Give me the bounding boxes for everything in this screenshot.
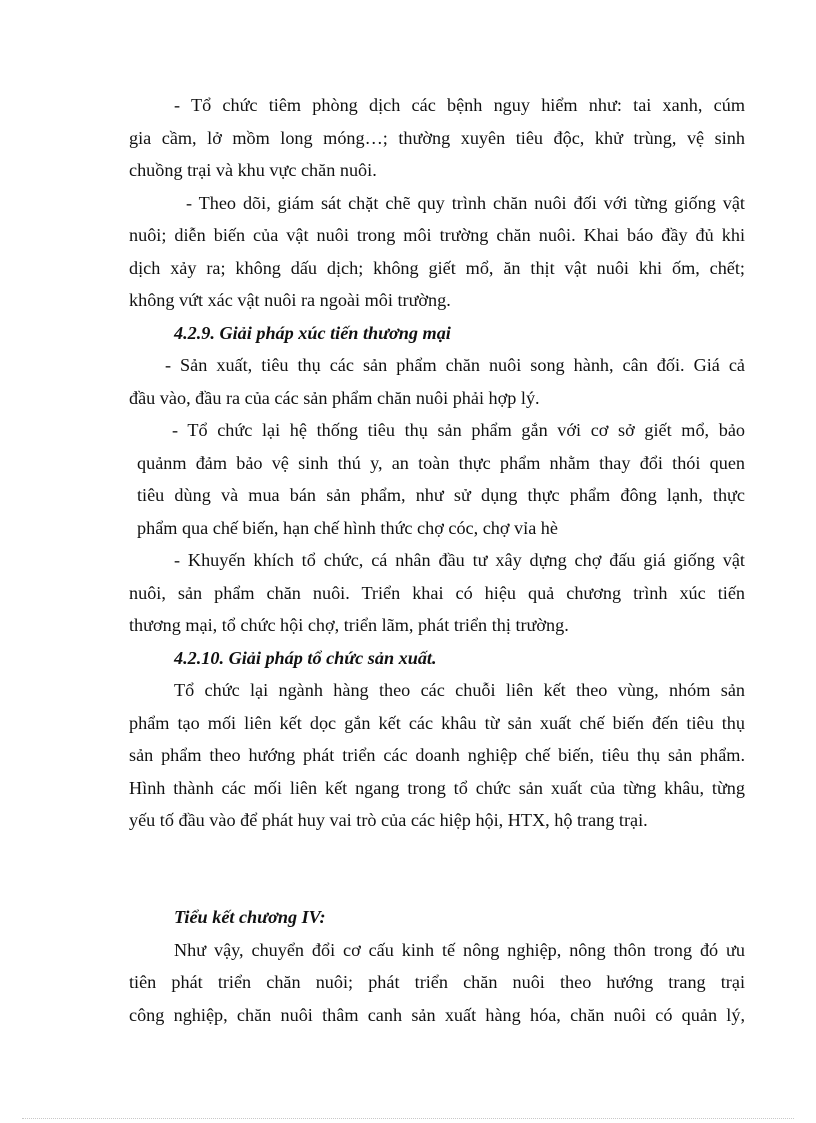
text-line: chuồng trại và khu vực chăn nuôi. <box>129 160 377 180</box>
text-line: dịch xảy ra; không dấu dịch; không giết mổ, ăn thịt vật nuôi khi ốm, chết; <box>129 258 745 278</box>
text-line: nuôi, sản phẩm chăn nuôi. Triển khai có hiệu quả chương trình xúc tiến <box>129 583 745 603</box>
text-line: đầu vào, đầu ra của các sản phẩm chăn nuôi phải hợp lý. <box>129 388 540 408</box>
text-line: nuôi; diễn biến của vật nuôi trong môi trường chăn nuôi. Khai báo đầy đủ khi <box>129 225 745 245</box>
section-heading: Tiểu kết chương IV: <box>174 907 326 927</box>
text-line: Hình thành các mối liên kết ngang trong tổ chức sản xuất của từng khâu, từng <box>129 778 745 798</box>
section-heading: 4.2.9. Giải pháp xúc tiến thương mại <box>174 323 451 343</box>
page-bottom-divider <box>22 1118 794 1119</box>
text-line: gia cầm, lở mồm long móng…; thường xuyên tiêu độc, khử trùng, vệ sinh <box>129 128 745 148</box>
section-heading: 4.2.10. Giải pháp tổ chức sản xuất. <box>174 648 437 668</box>
text-line: - Tổ chức lại hệ thống tiêu thụ sản phẩm gắn với cơ sở giết mổ, bảo <box>172 420 745 440</box>
text-line: Như vậy, chuyển đổi cơ cấu kinh tế nông nghiệp, nông thôn trong đó ưu <box>174 940 745 960</box>
text-line: phẩm tạo mối liên kết dọc gắn kết các khâu từ sản xuất chế biến đến tiêu thụ <box>129 713 745 733</box>
text-line: quảnm đảm bảo vệ sinh thú y, an toàn thực phẩm nhằm thay đổi thói quen <box>137 453 745 473</box>
text-line: thương mại, tổ chức hội chợ, triển lãm, phát triển thị trường. <box>129 615 569 635</box>
text-line: yếu tố đầu vào để phát huy vai trò của các hiệp hội, HTX, hộ trang trại. <box>129 810 648 830</box>
text-line: Tổ chức lại ngành hàng theo các chuỗi liên kết theo vùng, nhóm sản <box>174 680 745 700</box>
text-line: không vứt xác vật nuôi ra ngoài môi trường. <box>129 290 451 310</box>
text-line: - Tổ chức tiêm phòng dịch các bệnh nguy hiểm như: tai xanh, cúm <box>174 95 745 115</box>
text-line: tiêu dùng và mua bán sản phẩm, như sử dụng thực phẩm đông lạnh, thực <box>137 485 745 505</box>
text-line: - Sản xuất, tiêu thụ các sản phẩm chăn nuôi song hành, cân đối. Giá cả <box>165 355 745 375</box>
text-line: phẩm qua chế biến, hạn chế hình thức chợ cóc, chợ vỉa hè <box>137 518 558 538</box>
text-line: - Theo dõi, giám sát chặt chẽ quy trình chăn nuôi đối với từng giống vật <box>186 193 745 213</box>
text-line: công nghiệp, chăn nuôi thâm canh sản xuất hàng hóa, chăn nuôi có quản lý, <box>129 1005 745 1025</box>
text-line: tiên phát triển chăn nuôi; phát triển chăn nuôi theo hướng trang trại <box>129 972 745 992</box>
text-line: - Khuyến khích tổ chức, cá nhân đầu tư xây dựng chợ đấu giá giống vật <box>174 550 745 570</box>
text-line: sản phẩm theo hướng phát triển các doanh nghiệp chế biến, tiêu thụ sản phẩm. <box>129 745 745 765</box>
